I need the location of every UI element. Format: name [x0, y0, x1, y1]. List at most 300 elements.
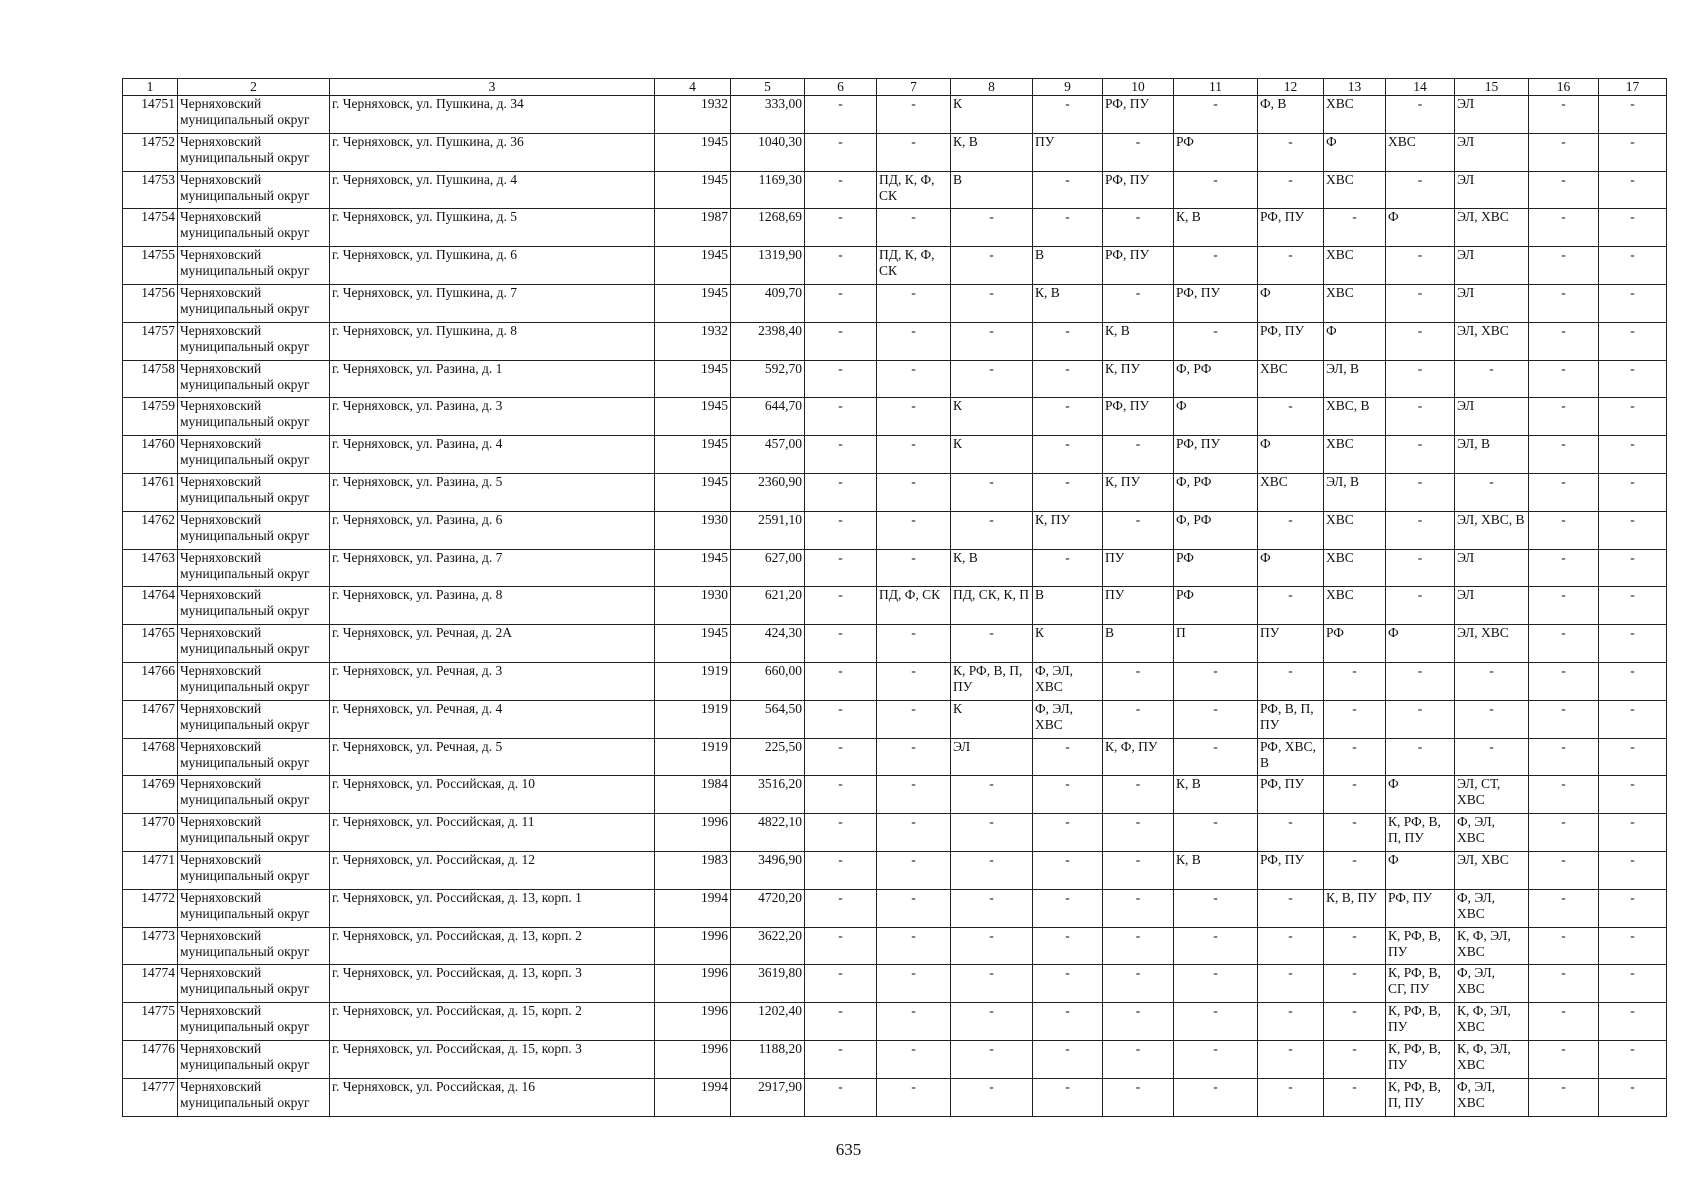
table-row — [123, 322, 1667, 360]
cell-col-12: ХВС — [1258, 360, 1324, 398]
cell-col-9: - — [1033, 889, 1103, 927]
cell-col-16: - — [1529, 133, 1599, 171]
cell-col-12: РФ, ХВС, В — [1258, 738, 1324, 776]
cell-col-14: РФ, ПУ — [1386, 889, 1455, 927]
column-number-header: 13 — [1324, 79, 1386, 96]
cell-col-17: - — [1599, 171, 1667, 209]
cell-col-10: К, ПУ — [1103, 360, 1174, 398]
cell-col-6: - — [805, 247, 877, 285]
cell-address: г. Черняховск, ул. Разина, д. 5 — [330, 473, 655, 511]
cell-build-year: 1945 — [655, 473, 731, 511]
cell-municipality: Черняховский муниципальный округ — [178, 738, 330, 776]
cell-col-16: - — [1529, 889, 1599, 927]
cell-col-14: К, РФ, В, П, ПУ — [1386, 814, 1455, 852]
cell-col-12: ПУ — [1258, 625, 1324, 663]
table-row — [123, 247, 1667, 285]
cell-col-17: - — [1599, 284, 1667, 322]
cell-area: 424,30 — [731, 625, 805, 663]
cell-col-13: ХВС — [1324, 549, 1386, 587]
cell-col-8: - — [951, 284, 1033, 322]
cell-col-17: - — [1599, 738, 1667, 776]
cell-col-8: - — [951, 511, 1033, 549]
cell-col-7: - — [877, 549, 951, 587]
cell-col-13: - — [1324, 851, 1386, 889]
cell-col-12: Ф — [1258, 549, 1324, 587]
cell-area: 644,70 — [731, 398, 805, 436]
column-number-header: 9 — [1033, 79, 1103, 96]
cell-col-13: ХВС — [1324, 436, 1386, 474]
cell-col-17: - — [1599, 96, 1667, 134]
cell-col-16: - — [1529, 927, 1599, 965]
cell-col-15: Ф, ЭЛ, ХВС — [1455, 814, 1529, 852]
cell-row-id: 14769 — [123, 776, 178, 814]
cell-col-6: - — [805, 700, 877, 738]
cell-col-8: К — [951, 436, 1033, 474]
cell-row-id: 14752 — [123, 133, 178, 171]
cell-col-13: К, В, ПУ — [1324, 889, 1386, 927]
column-number-header: 12 — [1258, 79, 1324, 96]
cell-col-9: - — [1033, 436, 1103, 474]
cell-col-11: - — [1174, 247, 1258, 285]
cell-col-17: - — [1599, 587, 1667, 625]
cell-col-9: - — [1033, 851, 1103, 889]
cell-col-9: К, ПУ — [1033, 511, 1103, 549]
cell-col-14: - — [1386, 436, 1455, 474]
cell-col-15: К, Ф, ЭЛ, ХВС — [1455, 1003, 1529, 1041]
cell-col-16: - — [1529, 662, 1599, 700]
cell-col-7: - — [877, 96, 951, 134]
cell-col-9: К — [1033, 625, 1103, 663]
cell-col-17: - — [1599, 1078, 1667, 1116]
cell-col-7: - — [877, 965, 951, 1003]
cell-row-id: 14764 — [123, 587, 178, 625]
table-row — [123, 965, 1667, 1003]
cell-col-6: - — [805, 814, 877, 852]
cell-col-13: ХВС — [1324, 247, 1386, 285]
cell-col-8: - — [951, 851, 1033, 889]
cell-build-year: 1945 — [655, 247, 731, 285]
cell-col-9: - — [1033, 360, 1103, 398]
cell-col-8: - — [951, 1003, 1033, 1041]
cell-area: 4720,20 — [731, 889, 805, 927]
cell-col-12: - — [1258, 889, 1324, 927]
cell-col-11: - — [1174, 814, 1258, 852]
cell-col-14: - — [1386, 322, 1455, 360]
cell-col-11: РФ — [1174, 587, 1258, 625]
cell-col-13: - — [1324, 965, 1386, 1003]
cell-col-15: ЭЛ, ХВС — [1455, 322, 1529, 360]
cell-col-8: - — [951, 965, 1033, 1003]
cell-build-year: 1996 — [655, 1003, 731, 1041]
cell-build-year: 1932 — [655, 96, 731, 134]
cell-col-14: - — [1386, 662, 1455, 700]
cell-col-9: - — [1033, 473, 1103, 511]
cell-row-id: 14751 — [123, 96, 178, 134]
cell-row-id: 14767 — [123, 700, 178, 738]
cell-municipality: Черняховский муниципальный округ — [178, 1003, 330, 1041]
cell-row-id: 14758 — [123, 360, 178, 398]
cell-col-17: - — [1599, 889, 1667, 927]
cell-col-8: К, В — [951, 549, 1033, 587]
cell-row-id: 14773 — [123, 927, 178, 965]
cell-col-10: - — [1103, 776, 1174, 814]
cell-area: 333,00 — [731, 96, 805, 134]
table-row — [123, 776, 1667, 814]
table-row — [123, 587, 1667, 625]
cell-col-13: ХВС — [1324, 511, 1386, 549]
cell-municipality: Черняховский муниципальный округ — [178, 1040, 330, 1078]
cell-col-6: - — [805, 284, 877, 322]
cell-col-15: Ф, ЭЛ, ХВС — [1455, 889, 1529, 927]
cell-col-14: К, РФ, В, ПУ — [1386, 927, 1455, 965]
cell-col-6: - — [805, 322, 877, 360]
cell-col-17: - — [1599, 1040, 1667, 1078]
cell-area: 2360,90 — [731, 473, 805, 511]
cell-col-10: - — [1103, 965, 1174, 1003]
column-number-header: 16 — [1529, 79, 1599, 96]
cell-col-6: - — [805, 776, 877, 814]
column-number-header-row — [123, 79, 1667, 96]
cell-col-10: - — [1103, 889, 1174, 927]
cell-col-7: - — [877, 1040, 951, 1078]
cell-col-10: - — [1103, 1003, 1174, 1041]
cell-col-9: - — [1033, 96, 1103, 134]
cell-area: 1169,30 — [731, 171, 805, 209]
cell-col-14: - — [1386, 738, 1455, 776]
table-row — [123, 473, 1667, 511]
cell-area: 1040,30 — [731, 133, 805, 171]
cell-build-year: 1919 — [655, 700, 731, 738]
cell-col-9: ПУ — [1033, 133, 1103, 171]
cell-area: 1202,40 — [731, 1003, 805, 1041]
cell-col-9: - — [1033, 322, 1103, 360]
cell-col-13: ХВС — [1324, 587, 1386, 625]
cell-row-id: 14770 — [123, 814, 178, 852]
cell-address: г. Черняховск, ул. Пушкина, д. 34 — [330, 96, 655, 134]
cell-col-13: - — [1324, 927, 1386, 965]
cell-municipality: Черняховский муниципальный округ — [178, 587, 330, 625]
cell-row-id: 14763 — [123, 549, 178, 587]
cell-col-11: РФ, ПУ — [1174, 284, 1258, 322]
cell-col-13: Ф — [1324, 322, 1386, 360]
cell-col-7: - — [877, 284, 951, 322]
cell-col-15: К, Ф, ЭЛ, ХВС — [1455, 1040, 1529, 1078]
cell-address: г. Черняховск, ул. Разина, д. 3 — [330, 398, 655, 436]
cell-col-6: - — [805, 360, 877, 398]
cell-area: 3619,80 — [731, 965, 805, 1003]
cell-col-6: - — [805, 1040, 877, 1078]
table-row — [123, 625, 1667, 663]
cell-col-9: - — [1033, 965, 1103, 1003]
cell-col-16: - — [1529, 587, 1599, 625]
cell-col-14: К, РФ, В, ПУ — [1386, 1040, 1455, 1078]
cell-address: г. Черняховск, ул. Российская, д. 12 — [330, 851, 655, 889]
cell-build-year: 1932 — [655, 322, 731, 360]
cell-address: г. Черняховск, ул. Речная, д. 2А — [330, 625, 655, 663]
cell-col-7: - — [877, 700, 951, 738]
cell-municipality: Черняховский муниципальный округ — [178, 133, 330, 171]
cell-col-15: ЭЛ, ХВС — [1455, 209, 1529, 247]
cell-area: 627,00 — [731, 549, 805, 587]
cell-col-8: - — [951, 1040, 1033, 1078]
cell-area: 4822,10 — [731, 814, 805, 852]
cell-col-15: ЭЛ — [1455, 133, 1529, 171]
cell-col-16: - — [1529, 209, 1599, 247]
cell-col-10: ПУ — [1103, 549, 1174, 587]
cell-col-17: - — [1599, 209, 1667, 247]
cell-address: г. Черняховск, ул. Российская, д. 15, корп. 3 — [330, 1040, 655, 1078]
cell-area: 1268,69 — [731, 209, 805, 247]
cell-build-year: 1945 — [655, 284, 731, 322]
cell-col-15: ЭЛ — [1455, 398, 1529, 436]
cell-municipality: Черняховский муниципальный округ — [178, 398, 330, 436]
cell-col-11: - — [1174, 96, 1258, 134]
cell-address: г. Черняховск, ул. Российская, д. 13, корп. 1 — [330, 889, 655, 927]
cell-col-15: ЭЛ, СТ, ХВС — [1455, 776, 1529, 814]
cell-col-17: - — [1599, 436, 1667, 474]
cell-address: г. Черняховск, ул. Разина, д. 1 — [330, 360, 655, 398]
cell-municipality: Черняховский муниципальный округ — [178, 171, 330, 209]
cell-col-8: - — [951, 209, 1033, 247]
cell-col-9: - — [1033, 738, 1103, 776]
cell-col-11: П — [1174, 625, 1258, 663]
cell-col-10: - — [1103, 436, 1174, 474]
cell-col-6: - — [805, 927, 877, 965]
cell-col-17: - — [1599, 851, 1667, 889]
cell-col-7: - — [877, 360, 951, 398]
cell-municipality: Черняховский муниципальный округ — [178, 96, 330, 134]
cell-col-7: - — [877, 1003, 951, 1041]
cell-col-12: РФ, ПУ — [1258, 776, 1324, 814]
cell-area: 1188,20 — [731, 1040, 805, 1078]
cell-col-11: - — [1174, 1040, 1258, 1078]
cell-col-13: ХВС, В — [1324, 398, 1386, 436]
cell-col-17: - — [1599, 700, 1667, 738]
cell-area: 1319,90 — [731, 247, 805, 285]
cell-col-17: - — [1599, 322, 1667, 360]
cell-col-11: Ф — [1174, 398, 1258, 436]
cell-col-9: - — [1033, 927, 1103, 965]
cell-col-15: ЭЛ, ХВС, В — [1455, 511, 1529, 549]
cell-row-id: 14774 — [123, 965, 178, 1003]
cell-row-id: 14777 — [123, 1078, 178, 1116]
page-number: 635 — [835, 1140, 862, 1159]
column-number-header: 8 — [951, 79, 1033, 96]
cell-col-10: - — [1103, 1078, 1174, 1116]
cell-col-11: Ф, РФ — [1174, 360, 1258, 398]
cell-col-10: - — [1103, 814, 1174, 852]
cell-col-16: - — [1529, 549, 1599, 587]
column-number-header: 10 — [1103, 79, 1174, 96]
cell-area: 2398,40 — [731, 322, 805, 360]
cell-col-13: - — [1324, 776, 1386, 814]
cell-municipality: Черняховский муниципальный округ — [178, 473, 330, 511]
cell-col-17: - — [1599, 776, 1667, 814]
cell-col-8: - — [951, 776, 1033, 814]
cell-col-8: В — [951, 171, 1033, 209]
cell-col-11: - — [1174, 171, 1258, 209]
cell-col-16: - — [1529, 473, 1599, 511]
cell-col-10: В — [1103, 625, 1174, 663]
cell-col-13: РФ — [1324, 625, 1386, 663]
cell-col-12: - — [1258, 398, 1324, 436]
cell-col-14: Ф — [1386, 209, 1455, 247]
cell-col-12: - — [1258, 1078, 1324, 1116]
cell-col-8: - — [951, 814, 1033, 852]
cell-col-13: - — [1324, 662, 1386, 700]
cell-col-15: ЭЛ — [1455, 171, 1529, 209]
cell-col-15: К, Ф, ЭЛ, ХВС — [1455, 927, 1529, 965]
cell-area: 621,20 — [731, 587, 805, 625]
table-row — [123, 889, 1667, 927]
cell-col-17: - — [1599, 1003, 1667, 1041]
cell-col-10: - — [1103, 209, 1174, 247]
cell-area: 3516,20 — [731, 776, 805, 814]
cell-col-9: - — [1033, 398, 1103, 436]
table-row — [123, 549, 1667, 587]
cell-col-10: К, В — [1103, 322, 1174, 360]
cell-col-7: - — [877, 662, 951, 700]
cell-col-9: К, В — [1033, 284, 1103, 322]
cell-col-8: К, РФ, В, П, ПУ — [951, 662, 1033, 700]
cell-address: г. Черняховск, ул. Разина, д. 8 — [330, 587, 655, 625]
cell-build-year: 1919 — [655, 662, 731, 700]
cell-build-year: 1996 — [655, 814, 731, 852]
cell-area: 3496,90 — [731, 851, 805, 889]
cell-col-12: - — [1258, 965, 1324, 1003]
cell-col-16: - — [1529, 965, 1599, 1003]
cell-col-10: РФ, ПУ — [1103, 247, 1174, 285]
cell-col-17: - — [1599, 662, 1667, 700]
cell-row-id: 14776 — [123, 1040, 178, 1078]
cell-col-6: - — [805, 436, 877, 474]
cell-col-8: - — [951, 247, 1033, 285]
cell-area: 660,00 — [731, 662, 805, 700]
cell-col-12: РФ, ПУ — [1258, 322, 1324, 360]
cell-col-13: - — [1324, 814, 1386, 852]
cell-municipality: Черняховский муниципальный округ — [178, 209, 330, 247]
cell-col-11: РФ — [1174, 549, 1258, 587]
cell-municipality: Черняховский муниципальный округ — [178, 1078, 330, 1116]
cell-col-14: - — [1386, 473, 1455, 511]
cell-row-id: 14766 — [123, 662, 178, 700]
cell-col-8: К — [951, 96, 1033, 134]
cell-col-15: ЭЛ — [1455, 587, 1529, 625]
cell-municipality: Черняховский муниципальный округ — [178, 322, 330, 360]
cell-col-8: - — [951, 360, 1033, 398]
cell-col-9: - — [1033, 1078, 1103, 1116]
cell-col-16: - — [1529, 1078, 1599, 1116]
cell-col-10: - — [1103, 1040, 1174, 1078]
cell-build-year: 1945 — [655, 625, 731, 663]
cell-build-year: 1996 — [655, 1040, 731, 1078]
cell-col-12: - — [1258, 927, 1324, 965]
table-row — [123, 1040, 1667, 1078]
cell-municipality: Черняховский муниципальный округ — [178, 284, 330, 322]
cell-col-8: - — [951, 322, 1033, 360]
cell-address: г. Черняховск, ул. Российская, д. 16 — [330, 1078, 655, 1116]
cell-col-13: - — [1324, 1040, 1386, 1078]
cell-col-14: - — [1386, 171, 1455, 209]
cell-col-12: - — [1258, 133, 1324, 171]
cell-col-9: - — [1033, 1003, 1103, 1041]
cell-col-14: - — [1386, 587, 1455, 625]
cell-address: г. Черняховск, ул. Речная, д. 5 — [330, 738, 655, 776]
cell-address: г. Черняховск, ул. Пушкина, д. 6 — [330, 247, 655, 285]
cell-col-6: - — [805, 851, 877, 889]
cell-area: 409,70 — [731, 284, 805, 322]
cell-col-17: - — [1599, 398, 1667, 436]
cell-col-8: К, В — [951, 133, 1033, 171]
cell-col-6: - — [805, 398, 877, 436]
table-row — [123, 96, 1667, 134]
cell-row-id: 14759 — [123, 398, 178, 436]
cell-col-16: - — [1529, 851, 1599, 889]
cell-col-15: ЭЛ — [1455, 247, 1529, 285]
cell-col-10: - — [1103, 511, 1174, 549]
cell-col-11: Ф, РФ — [1174, 473, 1258, 511]
cell-col-16: - — [1529, 398, 1599, 436]
cell-address: г. Черняховск, ул. Речная, д. 3 — [330, 662, 655, 700]
cell-col-17: - — [1599, 625, 1667, 663]
cell-municipality: Черняховский муниципальный округ — [178, 247, 330, 285]
cell-col-12: - — [1258, 247, 1324, 285]
table-row — [123, 209, 1667, 247]
cell-col-13: Ф — [1324, 133, 1386, 171]
column-number-header: 14 — [1386, 79, 1455, 96]
cell-col-11: - — [1174, 322, 1258, 360]
cell-col-6: - — [805, 171, 877, 209]
cell-col-12: - — [1258, 587, 1324, 625]
cell-col-7: ПД, Ф, СК — [877, 587, 951, 625]
cell-col-16: - — [1529, 625, 1599, 663]
cell-row-id: 14760 — [123, 436, 178, 474]
cell-col-13: ХВС — [1324, 284, 1386, 322]
cell-col-13: ХВС — [1324, 96, 1386, 134]
table-row — [123, 398, 1667, 436]
cell-address: г. Черняховск, ул. Российская, д. 11 — [330, 814, 655, 852]
cell-col-14: - — [1386, 284, 1455, 322]
column-number-header: 4 — [655, 79, 731, 96]
cell-col-16: - — [1529, 776, 1599, 814]
cell-municipality: Черняховский муниципальный округ — [178, 927, 330, 965]
table-row — [123, 851, 1667, 889]
cell-col-17: - — [1599, 814, 1667, 852]
cell-col-15: - — [1455, 473, 1529, 511]
cell-col-17: - — [1599, 927, 1667, 965]
cell-col-14: - — [1386, 549, 1455, 587]
column-number-header: 2 — [178, 79, 330, 96]
cell-col-10: - — [1103, 662, 1174, 700]
table-row — [123, 927, 1667, 965]
cell-col-8: ЭЛ — [951, 738, 1033, 776]
cell-col-15: ЭЛ — [1455, 284, 1529, 322]
cell-col-13: ЭЛ, В — [1324, 360, 1386, 398]
cell-col-9: В — [1033, 247, 1103, 285]
cell-col-14: - — [1386, 247, 1455, 285]
cell-col-12: ХВС — [1258, 473, 1324, 511]
cell-col-6: - — [805, 889, 877, 927]
cell-col-9: В — [1033, 587, 1103, 625]
cell-col-11: К, В — [1174, 776, 1258, 814]
column-number-header: 3 — [330, 79, 655, 96]
cell-build-year: 1983 — [655, 851, 731, 889]
cell-col-14: - — [1386, 398, 1455, 436]
cell-col-12: - — [1258, 662, 1324, 700]
cell-address: г. Черняховск, ул. Разина, д. 4 — [330, 436, 655, 474]
cell-area: 2591,10 — [731, 511, 805, 549]
cell-build-year: 1945 — [655, 398, 731, 436]
